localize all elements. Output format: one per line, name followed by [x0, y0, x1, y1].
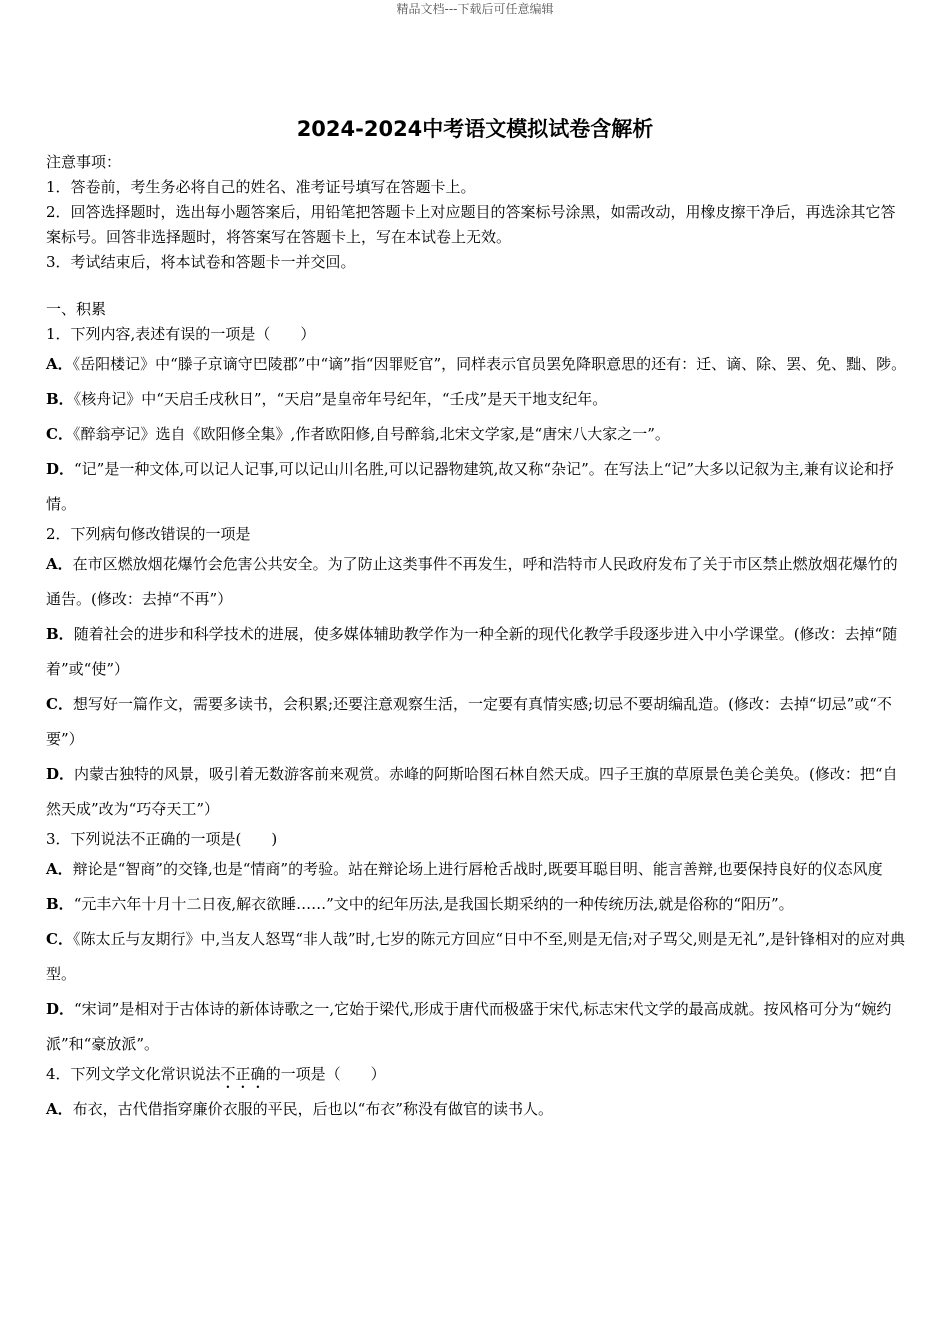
option-label: B．: [46, 390, 74, 408]
option-label: C．: [46, 930, 73, 948]
question-option: [46, 382, 908, 417]
option-text: 《醉翁亭记》选自《欧阳修全集》,作者欧阳修,自号醉翁,北宋文学家,是“唐宋八大家之一”。: [72, 425, 670, 443]
document-title: 2024-2024中考语文模拟试卷含解析: [296, 117, 654, 141]
notice-item: 3．考试结束后，将本试卷和答题卡一并交回。: [46, 253, 356, 271]
question-option: [46, 922, 908, 992]
option-label: A．: [46, 355, 73, 373]
option-label: D．: [46, 460, 75, 478]
option-label: D．: [46, 765, 75, 783]
option-text: 布衣，古代借指穿廉价衣服的平民，后也以“布衣”称没有做官的读书人。: [72, 1100, 553, 1118]
question-option: [46, 547, 908, 617]
question-option: [46, 687, 908, 757]
question-option: [46, 992, 908, 1062]
option-text: 在市区燃放烟花爆竹会危害公共安全。为了防止这类事件不再发生，呼和浩特市人民政府发布了关于市区禁止燃放烟花爆竹的通告。(修改：去掉“不再”）: [46, 555, 898, 608]
option-label: C．: [46, 695, 73, 713]
question-stem: 3．下列说法不正确的一项是( ): [46, 830, 278, 848]
option-text: 随着社会的进步和科学技术的进展，使多媒体辅助教学作为一种全新的现代化教学手段逐步进入中小学课堂。(修改：去掉“随着”或“使”）: [46, 625, 898, 678]
option-text: 《核舟记》中“天启壬戌秋日”，“天启”是皇帝年号纪年，“壬戌”是天干地支纪年。: [73, 390, 608, 408]
option-label: A．: [46, 555, 73, 573]
question-option: [46, 757, 908, 827]
option-label: C．: [46, 425, 73, 443]
notice-item: 2．回答选择题时，选出每小题答案后，用铅笔把答题卡上对应题目的答案标号涂黑，如需改动，用橡皮擦干净后，再选涂其它答案标号。回答非选择题时，将答案写在答题卡上，写在本试卷上无效。: [46, 203, 896, 246]
document-body: [46, 150, 908, 1127]
question-option: [46, 452, 908, 522]
option-text: 《岳阳楼记》中“滕子京谪守巴陵郡”中“谪”指“因罪贬官”，同样表示官员罢免降职意思的还有：迁、谪、除、罢、免、黜、陟。: [72, 355, 907, 373]
question-option: [46, 852, 908, 887]
notice-heading: 注意事项：: [46, 153, 122, 171]
option-label: A．: [46, 860, 73, 878]
option-text: 想写好一篇作文，需要多读书，会积累;还要注意观察生活，一定要有真情实感;切忌不要胡编乱造。(修改：去掉“切忌”或“不要”）: [46, 695, 892, 748]
question-option: [46, 1092, 908, 1127]
option-label: A．: [46, 1100, 73, 1118]
option-label: B．: [46, 625, 74, 643]
section-heading: 一、积累: [46, 300, 107, 318]
option-text: 《陈太丘与友期行》中,当友人怒骂“非人哉”时,七岁的陈元方回应“日中不至,则是无信;对子骂父,则是无礼”,是针锋相对的应对典型。: [46, 930, 906, 983]
header-note: 精品文档---下载后可任意编辑: [396, 2, 554, 16]
question-stem: 2．下列病句修改错误的一项是: [46, 525, 251, 543]
stem-text: 4．下列文学文化常识说法: [46, 1065, 221, 1083]
notice-item: 1．答卷前，考生务必将自己的姓名、准考证号填写在答题卡上。: [46, 178, 476, 196]
stem-emphasis: 不正确: [220, 1065, 266, 1083]
option-text: 内蒙古独特的风景，吸引着无数游客前来观赏。赤峰的阿斯哈图石林自然天成。四子王旗的草原景色美仑美奂。(修改：把“自然天成”改为“巧夺天工”）: [46, 765, 898, 818]
option-text: “记”是一种文体,可以记人记事,可以记山川名胜,可以记器物建筑,故又称“杂记”。在写法上“记”大多以记叙为主,兼有议论和抒情。: [46, 460, 894, 513]
question-stem: [46, 1062, 908, 1092]
option-label: B．: [46, 895, 74, 913]
option-text: 辩论是“智商”的交锋,也是“情商”的考验。站在辩论场上进行唇枪舌战时,既要耳聪目明、能言善辩,也要保持良好的仪态风度: [72, 860, 883, 878]
question-stem: 1．下列内容,表述有误的一项是（ ）: [46, 325, 316, 343]
question-option: [46, 417, 908, 452]
question-option: [46, 887, 908, 922]
option-label: D．: [46, 1000, 75, 1018]
question-option: [46, 617, 908, 687]
option-text: “宋词”是相对于古体诗的新体诗歌之一,它始于梁代,形成于唐代而极盛于宋代,标志宋代文学的最高成就。按风格可分为“婉约派”和“豪放派”。: [46, 1000, 892, 1053]
question-option: [46, 347, 908, 382]
option-text: “元丰六年十月十二日夜,解衣欲睡……”文中的纪年历法,是我国长期采纳的一种传统历法,就是俗称的“阳历”。: [73, 895, 794, 913]
stem-text: 的一项是（ ）: [265, 1065, 386, 1083]
